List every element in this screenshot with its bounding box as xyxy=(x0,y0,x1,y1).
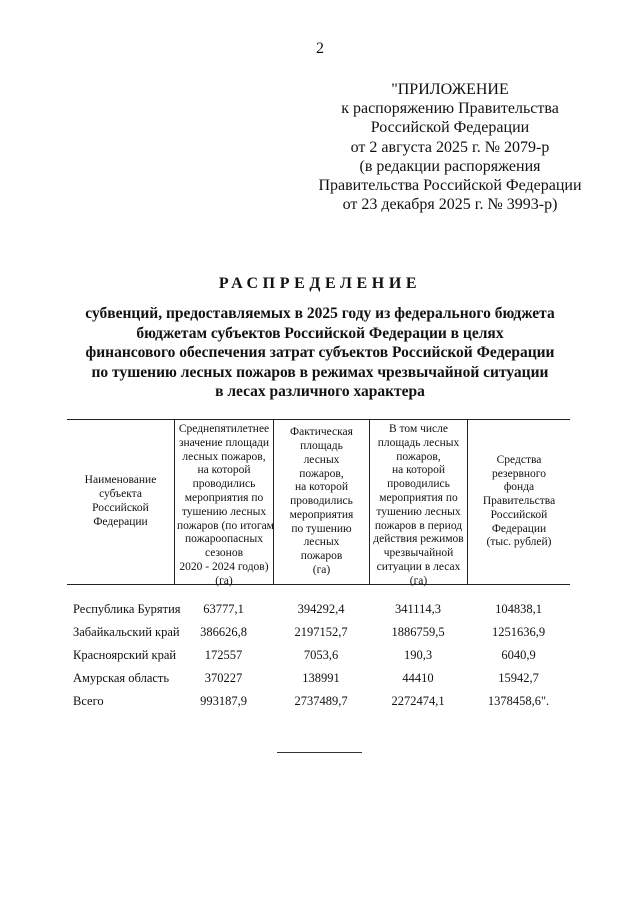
header-line: пожаров xyxy=(300,550,343,563)
header-line: (га) xyxy=(215,574,233,587)
header-line: пожаров, xyxy=(299,467,344,480)
header-line: по тушению xyxy=(291,522,352,535)
header-line: Федерации xyxy=(491,522,547,535)
value-cell: 993187,9 xyxy=(200,694,247,708)
region-name-cell: Красноярский край xyxy=(73,648,177,662)
value-cell: 2737489,7 xyxy=(294,694,348,708)
header-line: тушению лесных xyxy=(181,505,267,518)
value-cell: 190,3 xyxy=(403,648,433,662)
header-emergency-area xyxy=(369,420,467,587)
header-actual-area xyxy=(273,420,369,584)
value-cell: 386626,8 xyxy=(200,625,247,639)
value-cell: 1886759,5 xyxy=(391,625,445,639)
document-subtitle xyxy=(0,304,640,402)
value-cell: 138991 xyxy=(302,671,340,685)
header-line: чрезвычайной xyxy=(383,547,454,560)
header-avg-area xyxy=(174,420,274,587)
appendix-line: от 23 декабря 2025 г. № 3993-р) xyxy=(342,196,558,214)
value-cell: 2272474,1 xyxy=(391,694,445,708)
page-number: 2 xyxy=(316,40,324,57)
value-cell: 104838,1 xyxy=(495,602,542,616)
table-row xyxy=(67,621,570,644)
region-name-cell: Амурская область xyxy=(73,671,170,685)
value-cell: 394292,4 xyxy=(297,602,345,616)
header-reserve-funds xyxy=(467,420,570,584)
header-line: Наименование xyxy=(84,474,157,487)
value-cell: 341114,3 xyxy=(395,602,441,616)
distribution-table xyxy=(67,419,570,713)
value-cell: 7053,6 xyxy=(303,648,339,662)
header-line: субъекта xyxy=(99,488,142,501)
header-line: на которой xyxy=(391,464,445,477)
header-line: проводились xyxy=(290,495,353,508)
header-line: площадь xyxy=(300,439,343,452)
header-line: 2020 - 2024 годов) xyxy=(179,560,269,573)
closing-rule xyxy=(277,752,362,753)
value-cell: 63777,1 xyxy=(203,602,244,616)
subtitle-line: по тушению лесных пожаров в режимах чрезвычайной ситуации xyxy=(91,363,549,381)
header-line: Среднепятилетнее xyxy=(178,423,270,435)
header-line: действия режимов xyxy=(373,533,464,546)
header-line: мероприятия по xyxy=(379,491,458,504)
value-cell: 172557 xyxy=(204,648,243,662)
header-line: Средства xyxy=(496,453,542,466)
header-line: лесных xyxy=(303,536,340,549)
header-line: лесных xyxy=(303,453,340,466)
appendix-line: Правительства Российской Федерации xyxy=(318,177,582,195)
table-row xyxy=(67,598,570,621)
header-line: резервного xyxy=(492,467,546,480)
subtitle-line: бюджетам субъектов Российской Федерации в целях xyxy=(136,324,504,342)
header-line: проводились xyxy=(387,478,450,491)
table-total-row xyxy=(67,690,570,713)
table-row xyxy=(67,644,570,667)
header-line: пожаров в период xyxy=(374,519,463,532)
header-line: ситуации в лесах xyxy=(376,560,461,573)
header-line: Российской xyxy=(490,508,548,521)
subtitle-line: в лесах различного характера xyxy=(215,383,425,400)
header-line: на которой xyxy=(197,464,251,477)
header-line: значение площади xyxy=(178,436,270,449)
header-line: (га) xyxy=(409,574,428,587)
appendix-line: (в редакции распоряжения xyxy=(359,157,541,175)
header-line: сезонов xyxy=(204,547,244,560)
header-line: площадь лесных xyxy=(377,436,460,449)
appendix-line: от 2 августа 2025 г. № 2079-р xyxy=(350,138,550,156)
header-line: Правительства xyxy=(482,495,556,508)
header-line: мероприятия xyxy=(289,508,354,521)
header-line: В том числе xyxy=(389,423,448,435)
header-line: на которой xyxy=(294,481,348,494)
header-line: Фактическая xyxy=(290,426,353,439)
table-header xyxy=(67,419,570,585)
region-name-cell: Забайкальский край xyxy=(73,625,180,639)
value-cell: 15942,7 xyxy=(498,671,539,685)
header-line: Российской xyxy=(92,502,149,514)
header-line: (га) xyxy=(312,564,331,577)
value-cell: 2197152,7 xyxy=(294,625,348,639)
header-subject xyxy=(67,420,174,584)
header-line: мероприятия по xyxy=(184,491,264,504)
table-row xyxy=(67,667,570,690)
header-line: проводились xyxy=(192,478,256,491)
header-line: Федерации xyxy=(93,515,148,528)
value-cell: 1378458,6". xyxy=(487,694,550,708)
region-name-cell: Республика Бурятия xyxy=(73,602,181,616)
header-line: (тыс. рублей) xyxy=(486,536,552,549)
header-line: пожароопасных xyxy=(185,533,263,546)
appendix-line: "ПРИЛОЖЕНИЕ xyxy=(391,81,509,98)
subtitle-line: финансового обеспечения затрат субъектов Российской Федерации xyxy=(85,344,555,361)
appendix-block xyxy=(290,80,610,214)
header-line: тушению лесных xyxy=(376,505,461,518)
table-body xyxy=(67,598,570,713)
header-line: фонда xyxy=(503,481,535,494)
value-cell: 370227 xyxy=(204,671,243,685)
appendix-line: Российской Федерации xyxy=(370,119,530,137)
header-line: пожаров (по итогам xyxy=(177,519,274,532)
region-name-cell: Всего xyxy=(73,694,104,708)
appendix-line: к распоряжению Правительства xyxy=(341,100,559,118)
header-line: лесных пожаров, xyxy=(182,450,266,463)
document-title: РАСПРЕДЕЛЕНИЕ xyxy=(218,275,422,292)
subtitle-line: субвенций, предоставляемых в 2025 году из федерального бюджета xyxy=(85,305,555,322)
value-cell: 6040,9 xyxy=(501,648,536,662)
value-cell: 1251636,9 xyxy=(491,625,546,639)
value-cell: 44410 xyxy=(402,671,434,685)
header-line: пожаров, xyxy=(396,450,441,463)
